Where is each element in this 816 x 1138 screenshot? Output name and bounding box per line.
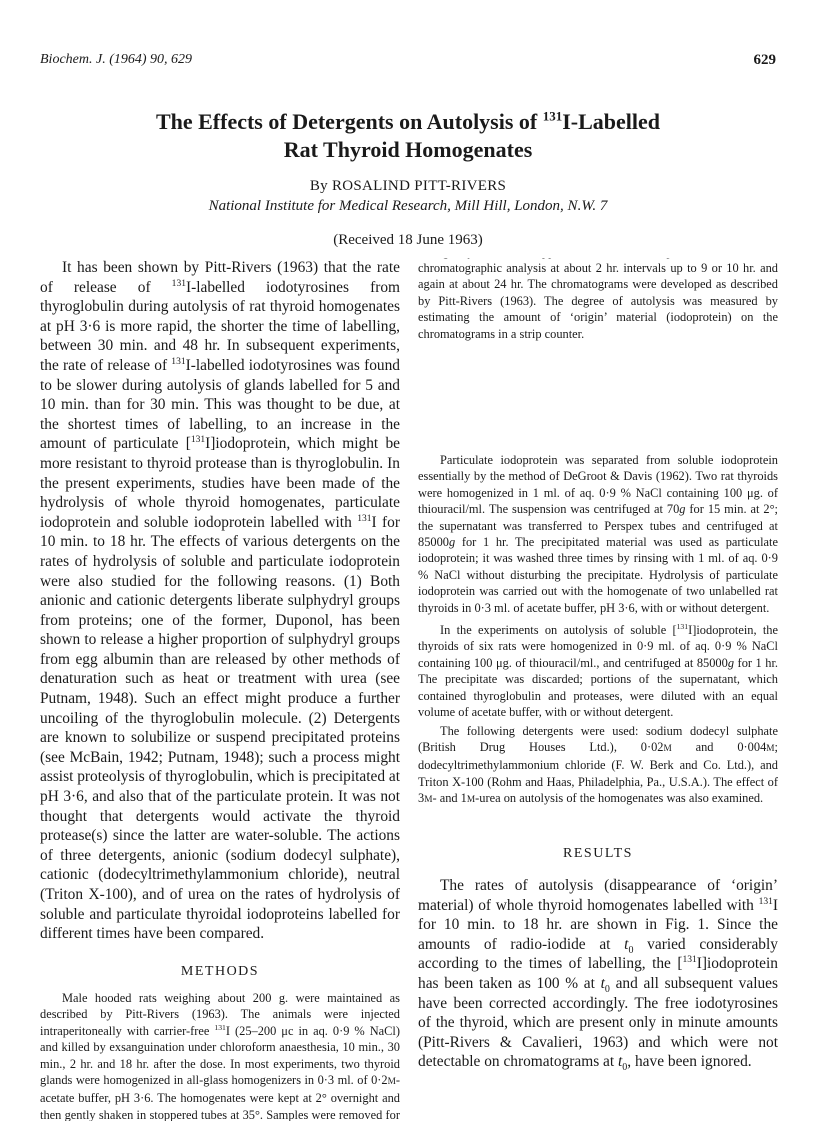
- results-heading: RESULTS: [563, 846, 633, 861]
- received-date: (Received 18 June 1963): [333, 232, 483, 248]
- methods-paragraph-3: In the experiments on autolysis of soluble [$^{131}$I]iodoprotein, the thyroids of six rats were homogenized in 0·9 ml. of aq. 0·9 % NaCl containing 100 μg. of thiouracil/ml., and centrifuged at 85000g for 1 hr. The precipitate was discarded; portions of the supernatant, which contained thyroglobulin and proteases, were diluted with an equal volume of acetate buffer, with or without detergent.: [418, 621, 779, 720]
- page-number: 629: [753, 52, 776, 68]
- results-paragraph-1: The rates of autolysis (disappearance of ‘origin’ material) of whole thyroid homogenates labelled with $^{131}$I for 10 min. to 18 hr. are shown in Fig. 1. Since the amounts of radio-iodide at $t_0$ varied considerably according to the times of labelling, the [$^{131}$I]iodoprotein has been taken as 100 % at $t_0$ and all subsequent values have been corrected accordingly. The free iodotyrosines of the thyroid, which are present only in minute amounts (Pitt-Rivers & Cavalieri, 1963) and which were not detectable on chromatograms at $t_0$, have been ignored.: [418, 877, 778, 1074]
- running-head: [40, 52, 776, 74]
- introduction-paragraph: It has been shown by Pitt-Rivers (1963) that the rate of release of $^{131}$I-labelled iodotyrosines from thyroglobulin during autolysis of rat thyroid homogenates at pH 3·6 is more rapid, the shorter the time of labelling, between 30 min. and 48 hr. In subsequent experiments, the rate of release of $^{131}$I-labelled iodotyrosines was found to be slower during autolysis of glands labelled for 5 and 10 min. than for 30 min. This was thought to be due, at the shortest times of labelling, to an increase in the amount of particulate [$^{131}$I]iodoprotein, which might be more resistant to thyroid protease than is thyroglobulin. In the present experiments, studies have been made of the hydrolysis of whole thyroid homogenates, particulate iodoprotein and soluble iodoprotein labelled with $^{131}$I for 10 min. to 18 hr. The effects of various detergents on the rates of hydrolysis of soluble and particulate iodoprotein were also studied for the following reasons. (1) Both anionic and cationic detergents liberate sulphydryl groups from proteins; one of the former, Duponol, has been shown to release a higher proportion of sulphydryl groups from egg albumin than are released by other methods of denaturation such as heat or treatment with urea (see Putnam, 1948). Such an effect might produce a further uncoiling of the thyroglobulin molecule. (2) Detergents are known to solubilize or suspend precipitated proteins (see McBain, 1942; Putnam, 1948); such a process might assist proteolysis of thyroglobulin, which is precipitated at pH 3·6, and also that of the particulate protein. It was not thought that detergents would activate the thyroid protease(s) since the latter are water-soluble. The actions of three detergents, anionic (sodium dodecyl sulphate), cationic (dodecyltrimethylammonium chloride), neutral (Triton X-100), and of urea on the rates of hydrolysis of soluble and particulate thyroidal iodoproteins labelled for different times have been compared.: [40, 259, 400, 943]
- methods-block-2: [418, 452, 778, 809]
- title-line-1: The Effects of Detergents on Autolysis of $^{131}$I-Labelled: [155, 108, 661, 134]
- methods-paragraph-4: The following detergents were used: sodium dodecyl sulphate (British Drug Houses Ltd.), 0·02M and 0·004M; dodecyltrimethylammonium chloride (F. W. Berk and Co. Ltd.), and Triton X-100 (Rohm and Haas, Philadelphia, Pa., U.S.A.). The effect of 3M- and 1M-urea on autolysis of the homogenates was also examined.: [418, 723, 778, 806]
- methods-block: [40, 964, 400, 1121]
- methods-heading: METHODS: [180, 964, 260, 979]
- intro-block: [40, 258, 400, 944]
- title-line-2: Rat Thyroid Homogenates: [283, 137, 533, 162]
- author-byline: By ROSALIND PITT-RIVERS: [309, 178, 507, 194]
- journal-reference: Biochem. J. (1964) 90, 629: [40, 52, 193, 67]
- author-affiliation: National Institute for Medical Research, Mill Hill, London, N.W. 7: [208, 198, 608, 214]
- methods-paragraph-1-continued: chromatographic analysis at about 2 hr. intervals up to 9 or 10 hr. and again at about 24 hr. The chromatograms were developed as described by Pitt-Rivers (1963). The degree of autolysis was measured by estimating the amount of ‘origin’ material (iodoprotein) on the chromatograms in a strip counter.: [418, 261, 778, 341]
- article-title: [60, 108, 756, 164]
- methods-paragraph-2: Particulate iodoprotein was separated from soluble iodoprotein essentially by the method of DeGroot & Davis (1962). Two rat thyroids were homogenized in 1 ml. of aq. 0·9 % NaCl containing 100 μg. of thiouracil/ml. The suspension was centrifuged at 70g for 15 min. at 2°; the supernatant was transferred to Perspex tubes and centrifuged at 85000g for 1 hr. The precipitated material was used as particulate iodoprotein; it was washed three times by rinsing with 1 ml. of aq. 0·9 % NaCl without disturbing the precipitate. Hydrolysis of particulate iodoprotein was carried out with the homogenate of two unlabelled rat thyroids in 0·3 ml. of acetate buffer, pH 3·6, with or without detergent.: [418, 453, 778, 615]
- methods-paragraph-1: Male hooded rats weighing about 200 g. were maintained as described by Pitt-Rivers (1963). The animals were injected intraperitoneally with carrier-free $^{131}$I (25–200 μc in aq. 0·9 % NaCl) and killed by exsanguination under chloroform anaesthesia, 10 min., 30 min., 2 hr. and 18 hr. after the dose. In most experiments, two thyroid glands were homogenized in all-glass homogenizers in 0·3 ml. of 0·2M-acetate buffer, pH 3·6. The homogenates were kept at 2° overnight and then gently shaken in stoppered tubes at 35°. Samples were removed for: [40, 991, 400, 1122]
- results-block: [418, 846, 778, 1072]
- methods-continued: [418, 258, 778, 442]
